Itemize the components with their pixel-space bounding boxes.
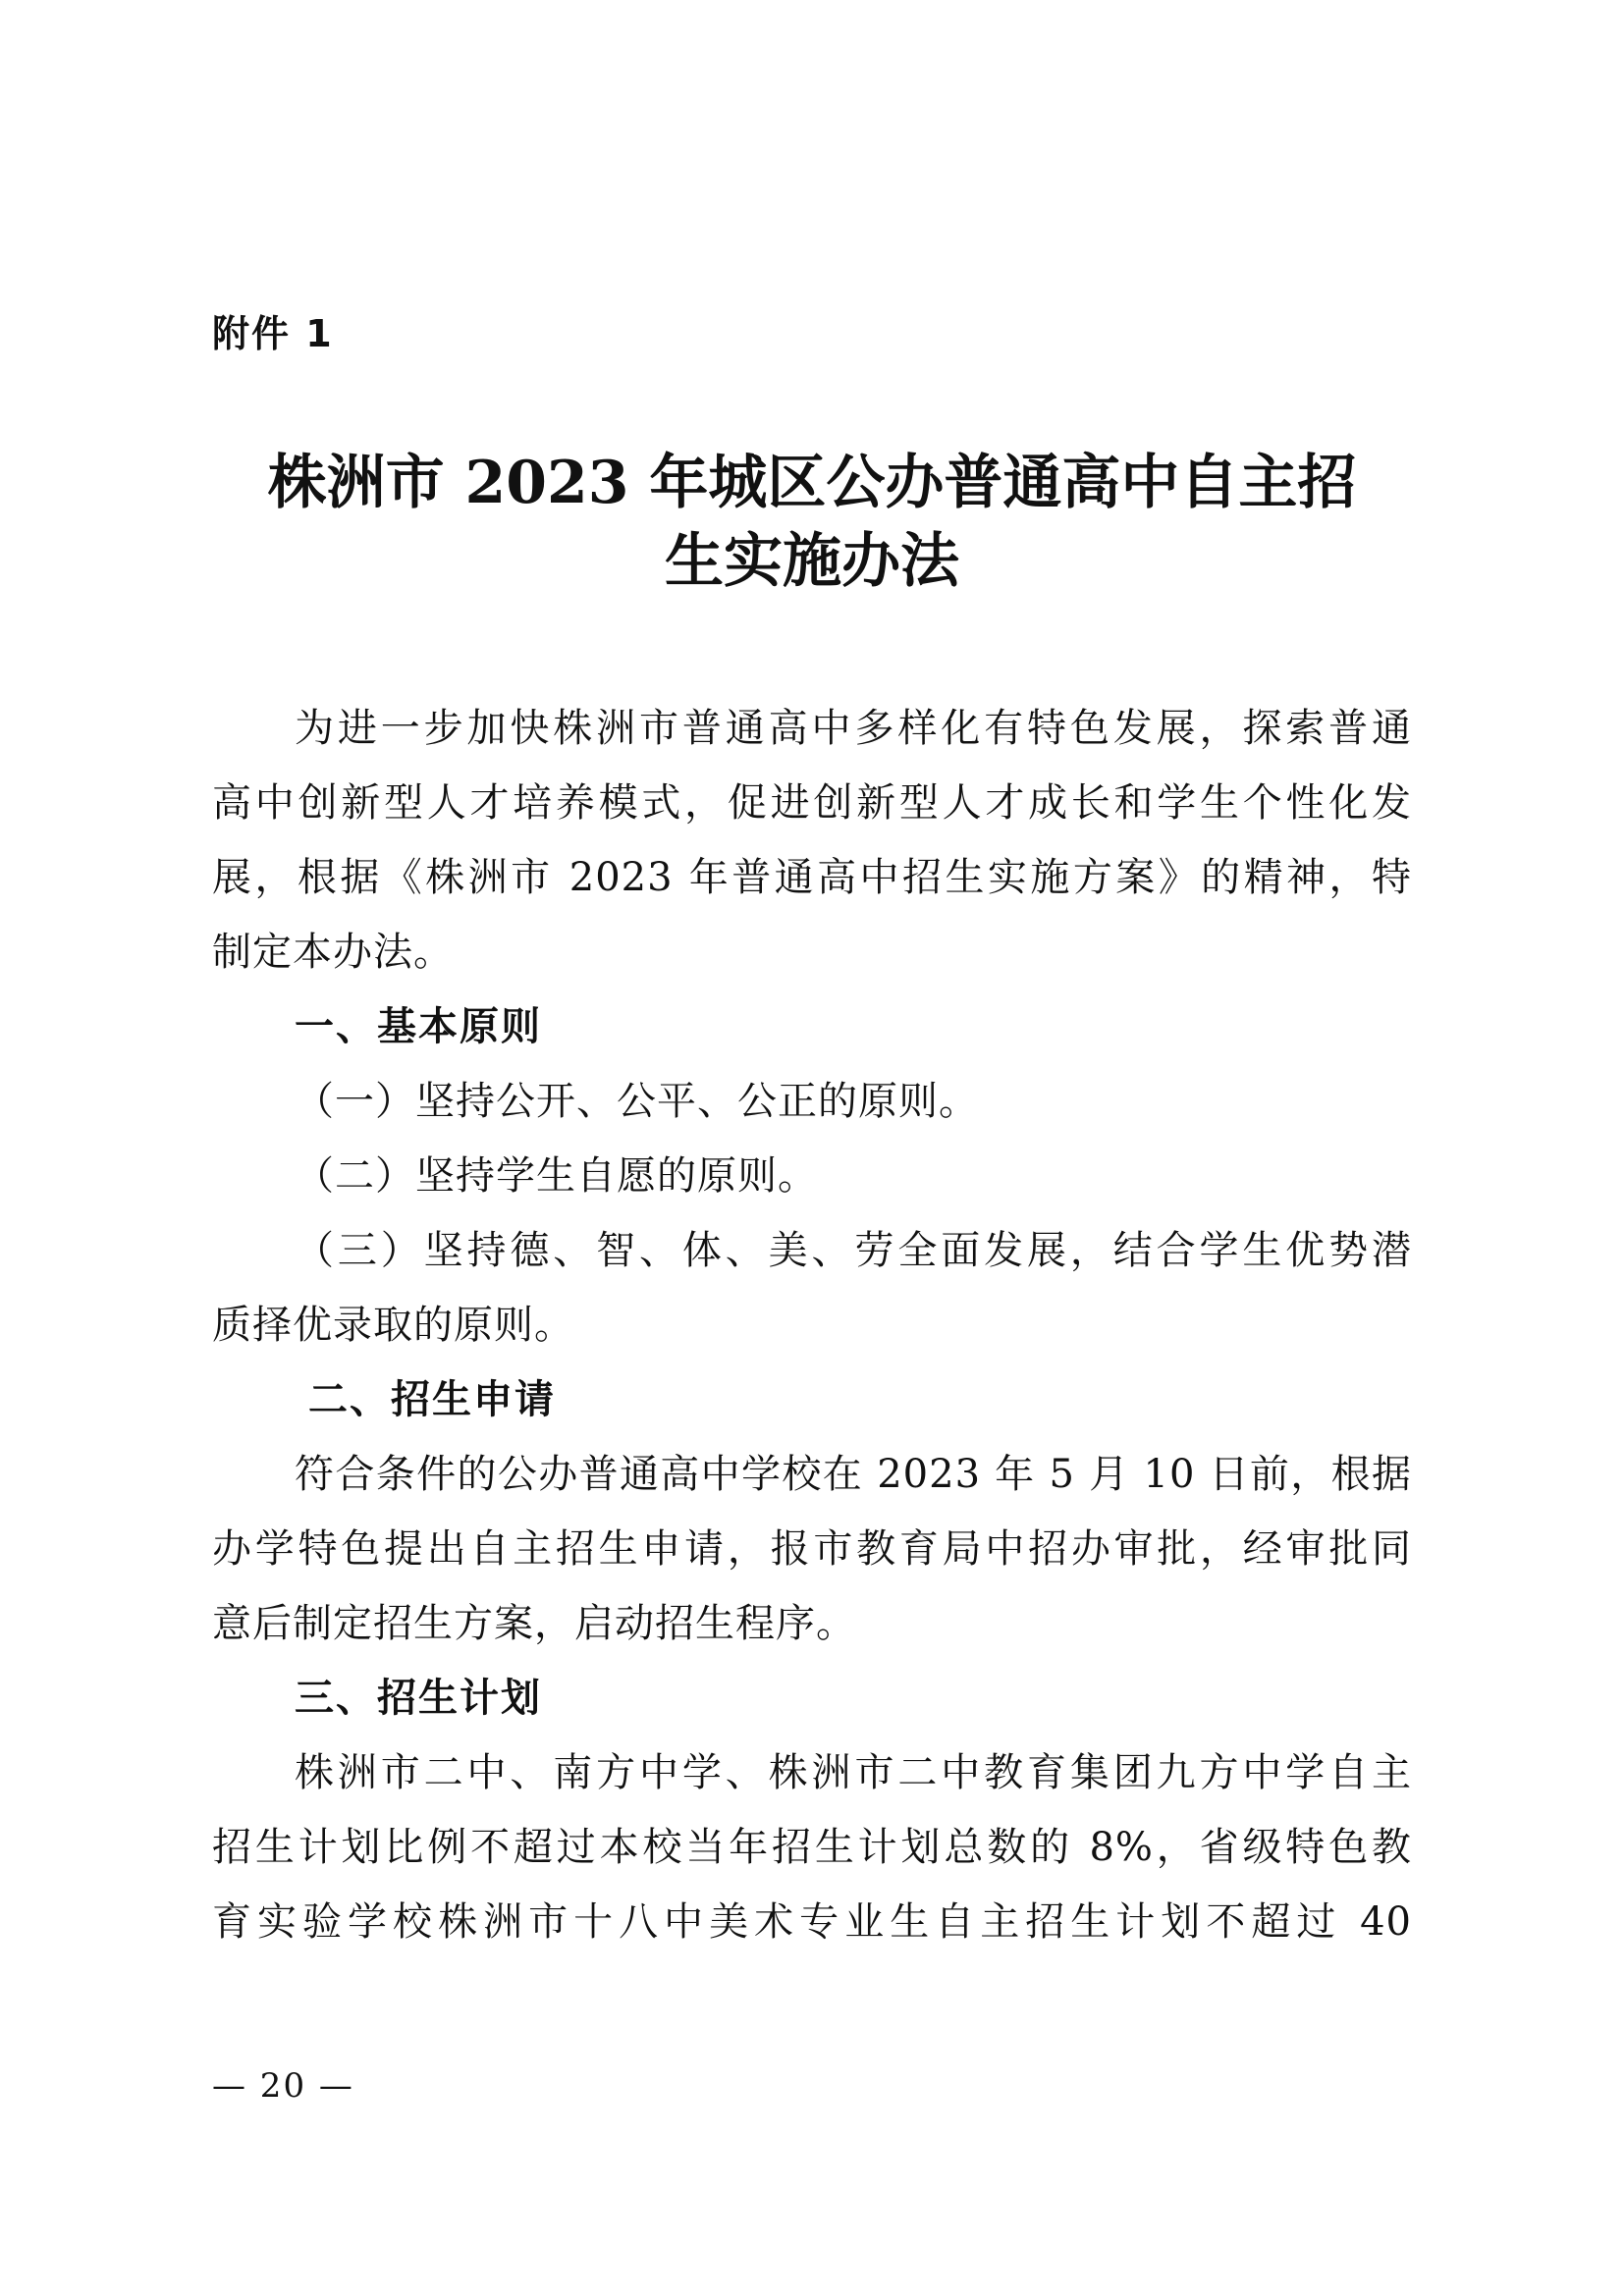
attachment-label: 附件 1 <box>212 312 334 355</box>
section-1-item-1: （一）坚持公开、公平、公正的原则。 <box>295 1079 979 1124</box>
section-3-line-3: 育实验学校株洲市十八中美术专业生自主招生计划不超过 40 <box>212 1899 1412 1945</box>
section-2-heading: 二、招生申请 <box>308 1377 556 1422</box>
section-2-line-3: 意后制定招生方案，启动招生程序。 <box>212 1601 856 1646</box>
intro-line-1: 为进一步加快株洲市普通高中多样化有特色发展，探索普通 <box>295 706 1412 751</box>
section-2-line-2: 办学特色提出自主招生申请，报市教育局中招办审批，经审批同 <box>212 1526 1412 1572</box>
section-3-line-2: 招生计划比例不超过本校当年招生计划总数的 8%，省级特色教 <box>212 1825 1412 1870</box>
section-1-item-2: （二）坚持学生自愿的原则。 <box>295 1153 818 1199</box>
intro-line-4: 制定本办法。 <box>212 930 454 975</box>
section-3-line-1: 株洲市二中、南方中学、株洲市二中教育集团九方中学自主 <box>295 1750 1412 1795</box>
intro-line-2: 高中创新型人才培养模式，促进创新型人才成长和学生个性化发 <box>212 780 1412 826</box>
section-2-line-1: 符合条件的公办普通高中学校在 2023 年 5 月 10 日前，根据 <box>295 1452 1412 1497</box>
section-1-heading: 一、基本原则 <box>295 1004 542 1049</box>
section-3-heading: 三、招生计划 <box>295 1676 542 1721</box>
section-1-item-3-line-1: （三）坚持德、智、体、美、劳全面发展，结合学生优势潜 <box>295 1228 1412 1273</box>
section-1-item-3-line-2: 质择优录取的原则。 <box>212 1303 574 1348</box>
document-title-line-2: 生实施办法 <box>665 527 959 596</box>
intro-line-3: 展，根据《株洲市 2023 年普通高中招生实施方案》的精神，特 <box>212 855 1412 900</box>
document-title-line-1: 株洲市 2023 年城区公办普通高中自主招 <box>267 449 1357 517</box>
page-number: — 20 — <box>212 2066 354 2106</box>
